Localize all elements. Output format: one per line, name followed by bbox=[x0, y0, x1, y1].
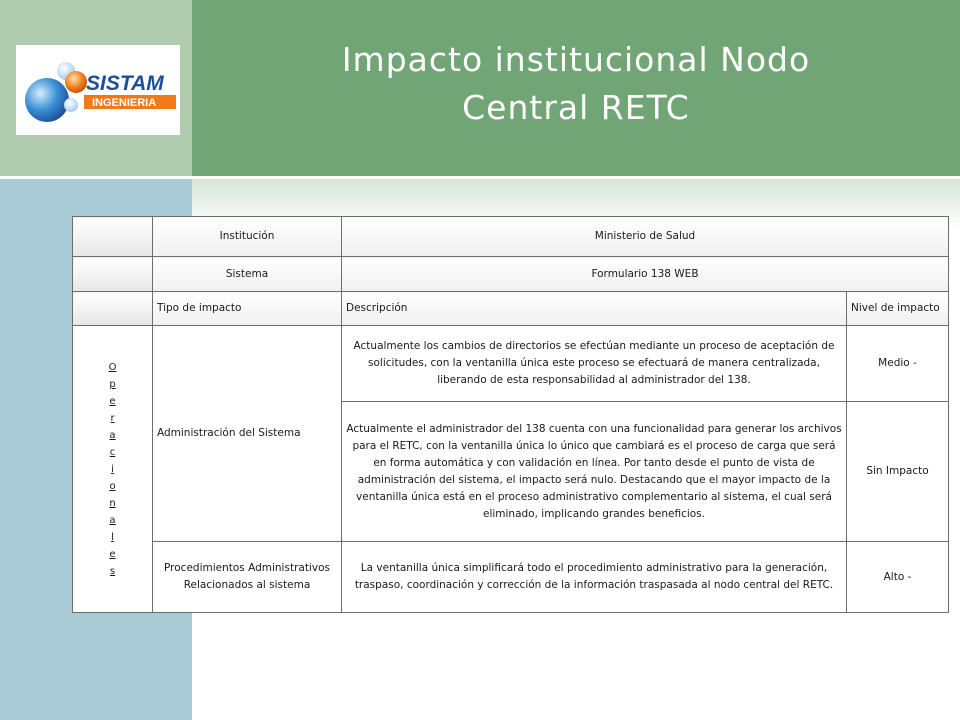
table-row-institution bbox=[73, 217, 949, 257]
category-letter: a bbox=[109, 429, 116, 441]
blank-corner-cell bbox=[73, 257, 153, 292]
category-letter: c bbox=[109, 446, 116, 458]
category-letter: i bbox=[111, 463, 114, 475]
title-line-1: Impacto institucional Nodo bbox=[341, 40, 811, 79]
description-cell: La ventanilla única simplificará todo el procedimiento administrativo para la generación, traspaso, coordinación y corrección de la información traspasada al nodo central del RETC. bbox=[342, 542, 847, 613]
column-header-level: Nivel de impacto bbox=[847, 292, 949, 326]
logo-brand-top: SISTAM bbox=[86, 72, 164, 95]
category-letter: r bbox=[110, 412, 115, 424]
system-label: Sistema bbox=[153, 257, 342, 292]
description-cell: Actualmente los cambios de directorios se efectúan mediante un proceso de aceptación de solicitudes, con la ventanilla única este proceso se efectuará de manera centralizada, liberando de esta responsabilidad al administrador del 138. bbox=[342, 326, 847, 402]
logo-brand-bottom: INGENIERIA bbox=[92, 97, 157, 109]
blank-corner-cell bbox=[73, 217, 153, 257]
blank-corner-cell bbox=[73, 292, 153, 326]
impact-level-cell: Sin Impacto bbox=[847, 402, 949, 542]
table-row bbox=[73, 542, 949, 613]
impact-table bbox=[72, 216, 949, 613]
category-letter: n bbox=[109, 497, 116, 509]
impact-type-cell: Procedimientos Administrativos Relacionados al sistema bbox=[153, 542, 342, 613]
category-vertical-label bbox=[73, 326, 153, 613]
category-letter: p bbox=[109, 378, 116, 390]
impact-level-cell: Medio - bbox=[847, 326, 949, 402]
column-header-type: Tipo de impacto bbox=[153, 292, 342, 326]
institution-label: Institución bbox=[153, 217, 342, 257]
sistam-logo-icon bbox=[16, 45, 180, 135]
table-row bbox=[73, 326, 949, 402]
category-letter: o bbox=[109, 480, 116, 492]
table-header-row bbox=[73, 292, 949, 326]
category-letter: O bbox=[108, 361, 117, 373]
category-letter: l bbox=[111, 531, 114, 543]
category-letter: e bbox=[109, 395, 116, 407]
table-row-system bbox=[73, 257, 949, 292]
column-header-description: Descripción bbox=[342, 292, 847, 326]
system-value: Formulario 138 WEB bbox=[342, 257, 949, 292]
impact-type-cell: Administración del Sistema bbox=[153, 326, 342, 542]
description-cell: Actualmente el administrador del 138 cuenta con una funcionalidad para generar los archivos para el RETC, con la ventanilla única lo único que cambiará es el proceso de carga que será en forma automática y con validación en línea. Por tanto desde el punto de vista de administración del sistema, el impacto será nulo. Destacando que el mayor impacto de la ventanilla única está en el proceso administrativo complementario al sistema, el cual será eliminado, implicando grandes beneficios. bbox=[342, 402, 847, 542]
company-logo bbox=[16, 45, 180, 135]
page-title bbox=[192, 36, 960, 132]
category-letter: a bbox=[109, 514, 116, 526]
title-line-2: Central RETC bbox=[462, 88, 690, 127]
category-letter: s bbox=[109, 565, 116, 577]
institution-value: Ministerio de Salud bbox=[342, 217, 949, 257]
impact-level-cell: Alto - bbox=[847, 542, 949, 613]
category-letter: e bbox=[109, 548, 116, 560]
